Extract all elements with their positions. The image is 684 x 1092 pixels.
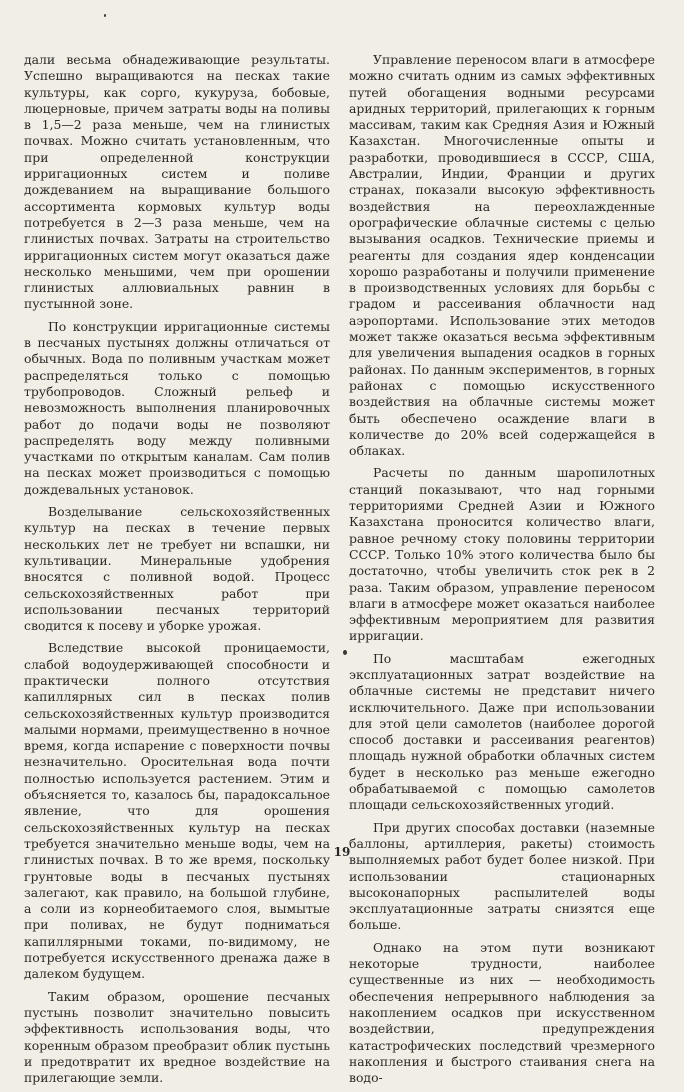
print-speck: [104, 14, 106, 17]
print-speck: [343, 650, 347, 655]
paragraph: Таким образом, орошение песчаных пустынь позволит значительно повысить эффективность использования воды, что коренным образом преобразит облик пустынь и предотвратит их вредное воздействие на прилегающие земли.: [24, 988, 330, 1086]
paragraph: Однако на этом пути возникают некоторые трудности, наиболее существенные из них — необходимость обеспечения непрерывного наблюдения за накоплением осадков при искусственном воздействии, предупреждения катастрофических последствий чрезмерного накопления и быстрого стаивания снега на водо-: [349, 939, 655, 1086]
paragraph: Вследствие высокой проницаемости, слабой водоудерживающей способности и практически полного отсутствия капиллярных сил в песках полив сельскохозяйственных культур производится малыми нормами, преимущественно в ночное время, когда испарение с поверхности почвы незначительно. Оросительная вода почти полностью используется растением. Этим и объясняется то, казалось бы, парадоксальное явление, что для орошения сельскохозяйственных культур на песках требуется значительно меньше воды, чем на глинистых почвах. В то же время, поскольку грунтовые воды в песчаных пустынях залегают, как правило, на большой глубине, а соли из корнеобитаемого слоя, вымытые при поливах, не будут подниматься капиллярными токами, по-видимому, не потребуется искусственного дренажа даже в далеком будущем.: [24, 640, 330, 982]
page-number: 19: [333, 845, 351, 859]
paragraph: Возделывание сельскохозяйственных культур на песках в течение первых нескольких лет не требует ни вспашки, ни культивации. Минеральные удобрения вносятся с поливной водой. Процесс сельскохозяйственных работ при использовании песчаных территорий сводится к посеву и уборке урожая.: [24, 504, 330, 634]
paragraph: При других способах доставки (наземные баллоны, артиллерия, ракеты) стоимость выполняемых работ будет более низкой. При использовании стационарных высоконапорных распылителей воды эксплуатационные затраты снизятся еще больше.: [349, 819, 655, 933]
paragraph: дали весьма обнадеживающие результаты. Успешно выращиваются на песках такие культуры, как сорго, кукуруза, бобовые, люцерновые, причем затраты воды на поливы в 1,5—2 раза меньше, чем на глинистых почвах. Можно считать установленным, что при определенной конструкции ирригационных систем и поливе дождеванием на выращивание большого ассортимента кормовых культур воды потребуется в 2—3 раза меньше, чем на глинистых почвах. Затраты на строительство ирригационных систем могут оказаться даже несколько меньшими, чем при орошении глинистых аллювиальных равнин в пустынной зоне.: [24, 52, 330, 312]
paragraph: По масштабам ежегодных эксплуатационных затрат воздействие на облачные системы не представит ничего исключительного. Даже при использовании для этой цели самолетов (наиболее дорогой способ доставки и рассеивания реагентов) площадь нужной обработки облачных систем будет в несколько раз меньше ежегодно обрабатываемой с помощью самолетов площади сельскохозяйственных угодий.: [349, 650, 655, 813]
paragraph: По конструкции ирригационные системы в песчаных пустынях должны отличаться от обычных. Вода по поливным участкам может распределяться только с помощью трубопроводов. Сложный рельеф и невозможность выполнения планировочных работ до подачи воды не позволяют распределять воду между поливными участками по открытым каналам. Сам полив на песках может производиться с помощью дождевальных установок.: [24, 318, 330, 497]
left-text-column: [24, 52, 330, 1092]
right-text-column: [349, 52, 655, 1092]
paragraph: Расчеты по данным шаропилотных станций показывают, что над горными территориями Средней Азии и Южного Казахстана проносится количество влаги, равное речному стоку половины территории СССР. Только 10% этого количества было бы достаточно, чтобы увеличить сток рек в 2 раза. Таким образом, управление переносом влаги в атмосфере может оказаться наиболее эффективным мероприятием для развития ирригации.: [349, 465, 655, 644]
paragraph: Управление переносом влаги в атмосфере можно считать одним из самых эффективных путей обогащения водными ресурсами аридных территорий, прилегающих к горным массивам, таким как Средняя Азия и Южный Казахстан. Многочисленные опыты и разработки, проводившиеся в СССР, США, Австралии, Индии, Франции и других странах, показали высокую эффективность воздействия на переохлажденные орографические облачные системы с целью вызывания осадков. Технические приемы и реагенты для создания ядер конденсации хорошо разработаны и получили применение в производственных условиях для борьбы с градом и рассеивания облачности над аэропортами. Использование этих методов может также оказаться весьма эффективным для увеличения выпадения осадков в горных районах. По данным экспериментов, в горных районах с помощью искусственного воздействия на облачные системы может быть обеспечено осаждение влаги в количестве до 20% всей содержащейся в облаках.: [349, 52, 655, 459]
